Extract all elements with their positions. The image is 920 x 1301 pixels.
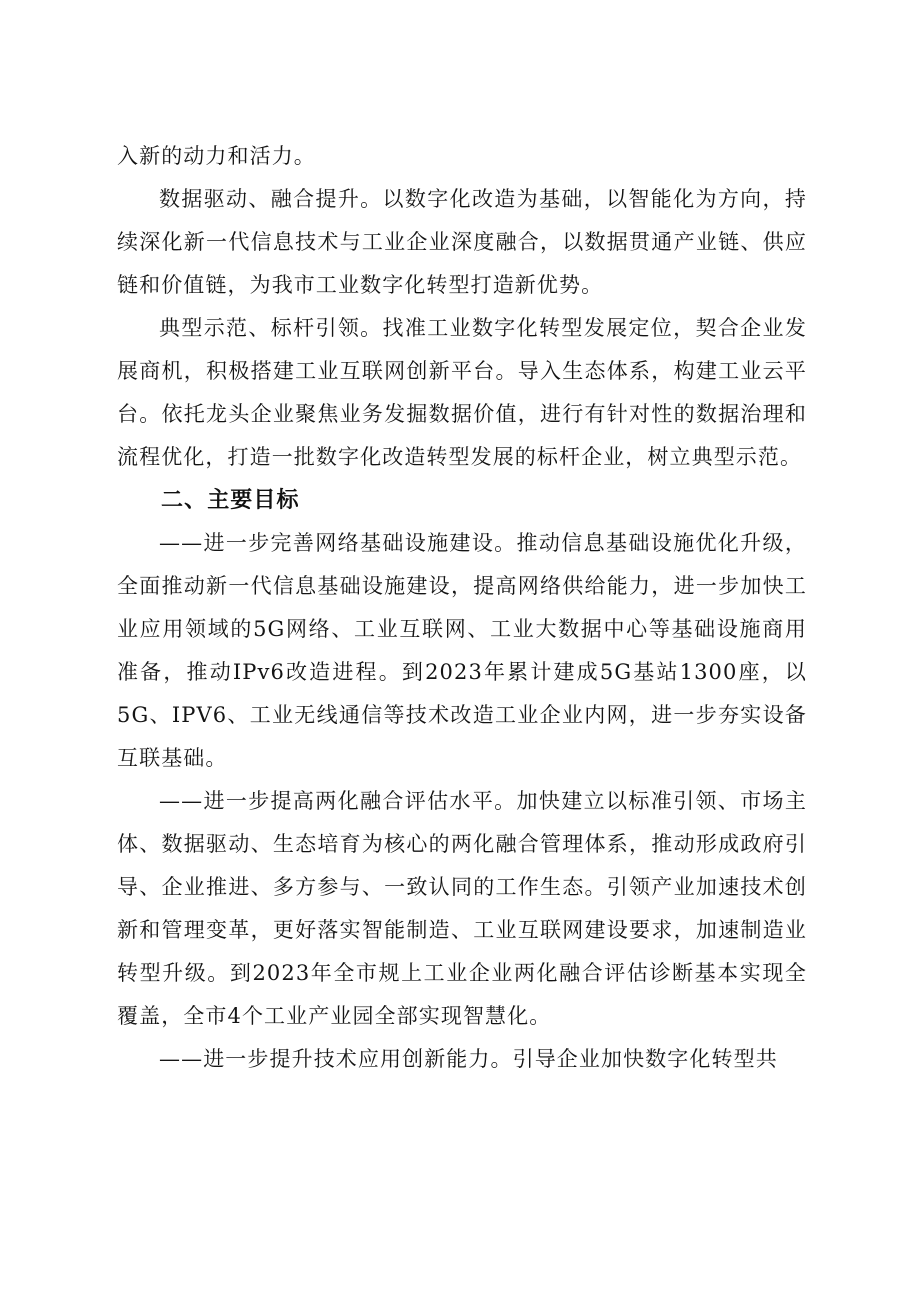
paragraph-data-driven: 数据驱动、融合提升。以数字化改造为基础，以智能化为方向，持续深化新一代信息技术与工业企业深度融合，以数据贯通产业链、供应链和价值链，为我市工业数字化转型打造新优势。 [117, 187, 807, 297]
paragraph-typical-demo: 典型示范、标杆引领。找准工业数字化转型发展定位，契合企业发展商机，积极搭建工业互联网创新平台。导入生态体系，构建工业云平台。依托龙头企业聚焦业务发掘数据价值，进行有针对性的数据治理和流程优化，打造一批数字化改造转型发展的标杆企业，树立典型示范。 [117, 316, 807, 469]
document-page [117, 135, 807, 1081]
paragraph-integration-assessment: ——进一步提高两化融合评估水平。加快建立以标准引领、市场主体、数据驱动、生态培育为核心的两化融合管理体系，推动形成政府引导、企业推进、多方参与、一致认同的工作生态。引领产业加速技术创新和管理变革，更好落实智能制造、工业互联网建设要求，加速制造业转型升级。到2023年全市规上工业企业两化融合评估诊断基本实现全覆盖，全市4个工业产业园全部实现智慧化。 [117, 789, 807, 1028]
paragraph-continuation: 入新的动力和活力。 [117, 144, 316, 168]
paragraph-tech-innovation: ——进一步提升技术应用创新能力。引导企业加快数字化转型共 [159, 1047, 778, 1071]
section-heading-main-goals: 二、主要目标 [161, 488, 300, 513]
paragraph-network-infrastructure: ——进一步完善网络基础设施建设。推动信息基础设施优化升级，全面推动新一代信息基础设施建设，提高网络供给能力，进一步加快工业应用领域的5G网络、工业互联网、工业大数据中心等基础设施商用准备，推动IPv6改造进程。到2023年累计建成5G基站1300座，以5G、IPV6、工业无线通信等技术改造工业企业内网，进一步夯实设备互联基础。 [117, 531, 807, 770]
